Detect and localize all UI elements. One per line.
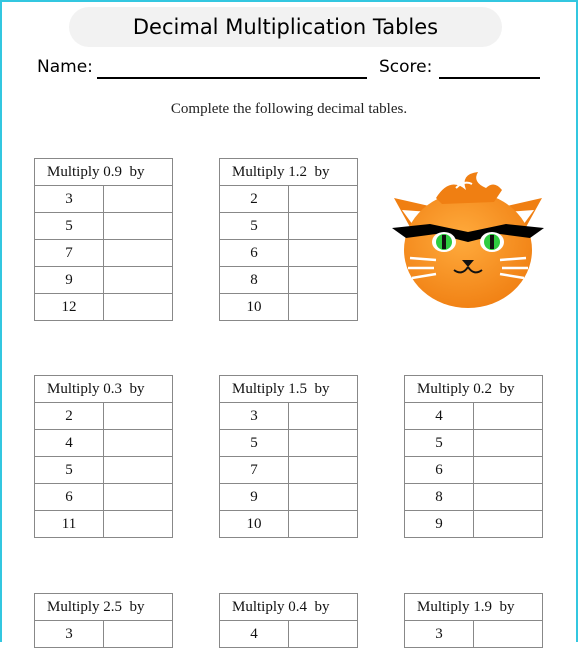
table-row <box>220 403 357 430</box>
table-row <box>35 267 172 294</box>
table-row <box>220 511 357 537</box>
answer-cell[interactable] <box>104 267 172 293</box>
page-title: Decimal Multiplication Tables <box>132 15 439 39</box>
table-row <box>35 213 172 240</box>
answer-cell[interactable] <box>104 186 172 212</box>
answer-cell[interactable] <box>474 621 542 647</box>
multiplier-cell: 8 <box>220 267 289 293</box>
table-row <box>405 457 542 484</box>
answer-cell[interactable] <box>289 484 357 510</box>
score-field[interactable] <box>439 77 540 79</box>
multiplier-cell: 7 <box>220 457 289 483</box>
table-row <box>35 403 172 430</box>
multiplier-cell: 2 <box>220 186 289 212</box>
answer-cell[interactable] <box>474 430 542 456</box>
answer-cell[interactable] <box>104 484 172 510</box>
table-row <box>220 484 357 511</box>
answer-cell[interactable] <box>104 294 172 320</box>
table-row <box>220 213 357 240</box>
multiplier-cell: 3 <box>35 186 104 212</box>
answer-cell[interactable] <box>104 511 172 537</box>
table-header: Multiply 2.5 by <box>35 594 172 621</box>
answer-cell[interactable] <box>289 511 357 537</box>
answer-cell[interactable] <box>104 457 172 483</box>
table-row <box>220 240 357 267</box>
table-row <box>35 511 172 537</box>
table-header: Multiply 0.9 by <box>35 159 172 186</box>
table-row <box>220 457 357 484</box>
table-header: Multiply 0.4 by <box>220 594 357 621</box>
multiplication-table <box>219 593 358 648</box>
table-row <box>220 186 357 213</box>
answer-cell[interactable] <box>474 403 542 429</box>
answer-cell[interactable] <box>289 294 357 320</box>
multiplier-cell: 10 <box>220 511 289 537</box>
multiplier-cell: 2 <box>35 403 104 429</box>
multiplier-cell: 11 <box>35 511 104 537</box>
multiplier-cell: 3 <box>405 621 474 647</box>
table-row <box>405 511 542 537</box>
multiplication-table <box>34 593 173 648</box>
table-row <box>35 621 172 647</box>
multiplier-cell: 8 <box>405 484 474 510</box>
table-row <box>220 267 357 294</box>
table-header: Multiply 0.3 by <box>35 376 172 403</box>
table-row <box>35 294 172 320</box>
answer-cell[interactable] <box>474 511 542 537</box>
answer-cell[interactable] <box>474 457 542 483</box>
answer-cell[interactable] <box>289 213 357 239</box>
title-banner <box>69 7 502 47</box>
multiplier-cell: 5 <box>220 430 289 456</box>
multiplier-cell: 9 <box>405 511 474 537</box>
multiplier-cell: 6 <box>35 484 104 510</box>
table-row <box>35 240 172 267</box>
answer-cell[interactable] <box>104 213 172 239</box>
multiplier-cell: 5 <box>220 213 289 239</box>
answer-cell[interactable] <box>289 403 357 429</box>
cat-face-icon <box>390 168 546 312</box>
multiplication-table <box>404 593 543 648</box>
answer-cell[interactable] <box>289 621 357 647</box>
multiplication-table <box>219 158 358 321</box>
multiplier-cell: 4 <box>405 403 474 429</box>
answer-cell[interactable] <box>104 240 172 266</box>
score-label: Score: <box>379 57 433 77</box>
answer-cell[interactable] <box>474 484 542 510</box>
multiplier-cell: 10 <box>220 294 289 320</box>
multiplier-cell: 4 <box>35 430 104 456</box>
table-header: Multiply 1.9 by <box>405 594 542 621</box>
multiplier-cell: 7 <box>35 240 104 266</box>
answer-cell[interactable] <box>289 240 357 266</box>
answer-cell[interactable] <box>104 403 172 429</box>
name-field[interactable] <box>97 77 367 79</box>
multiplier-cell: 3 <box>220 403 289 429</box>
multiplication-table <box>219 375 358 538</box>
answer-cell[interactable] <box>104 430 172 456</box>
multiplier-cell: 4 <box>220 621 289 647</box>
table-row <box>220 621 357 647</box>
table-row <box>220 430 357 457</box>
multiplier-cell: 9 <box>220 484 289 510</box>
table-row <box>35 484 172 511</box>
table-row <box>405 403 542 430</box>
answer-cell[interactable] <box>289 457 357 483</box>
table-row <box>405 621 542 647</box>
table-row <box>405 430 542 457</box>
table-header: Multiply 1.2 by <box>220 159 357 186</box>
table-row <box>35 430 172 457</box>
multiplier-cell: 6 <box>220 240 289 266</box>
multiplier-cell: 3 <box>35 621 104 647</box>
multiplication-table <box>34 158 173 321</box>
multiplier-cell: 12 <box>35 294 104 320</box>
table-row <box>220 294 357 320</box>
multiplier-cell: 9 <box>35 267 104 293</box>
instructions: Complete the following decimal tables. <box>170 101 408 117</box>
multiplier-cell: 5 <box>35 213 104 239</box>
multiplication-table <box>34 375 173 538</box>
answer-cell[interactable] <box>104 621 172 647</box>
multiplier-cell: 5 <box>35 457 104 483</box>
table-row <box>35 457 172 484</box>
table-header: Multiply 0.2 by <box>405 376 542 403</box>
table-header: Multiply 1.5 by <box>220 376 357 403</box>
table-row <box>35 186 172 213</box>
table-row <box>405 484 542 511</box>
answer-cell[interactable] <box>289 267 357 293</box>
name-label: Name: <box>37 57 93 77</box>
multiplication-table <box>404 375 543 538</box>
multiplier-cell: 5 <box>405 430 474 456</box>
answer-cell[interactable] <box>289 186 357 212</box>
answer-cell[interactable] <box>289 430 357 456</box>
multiplier-cell: 6 <box>405 457 474 483</box>
